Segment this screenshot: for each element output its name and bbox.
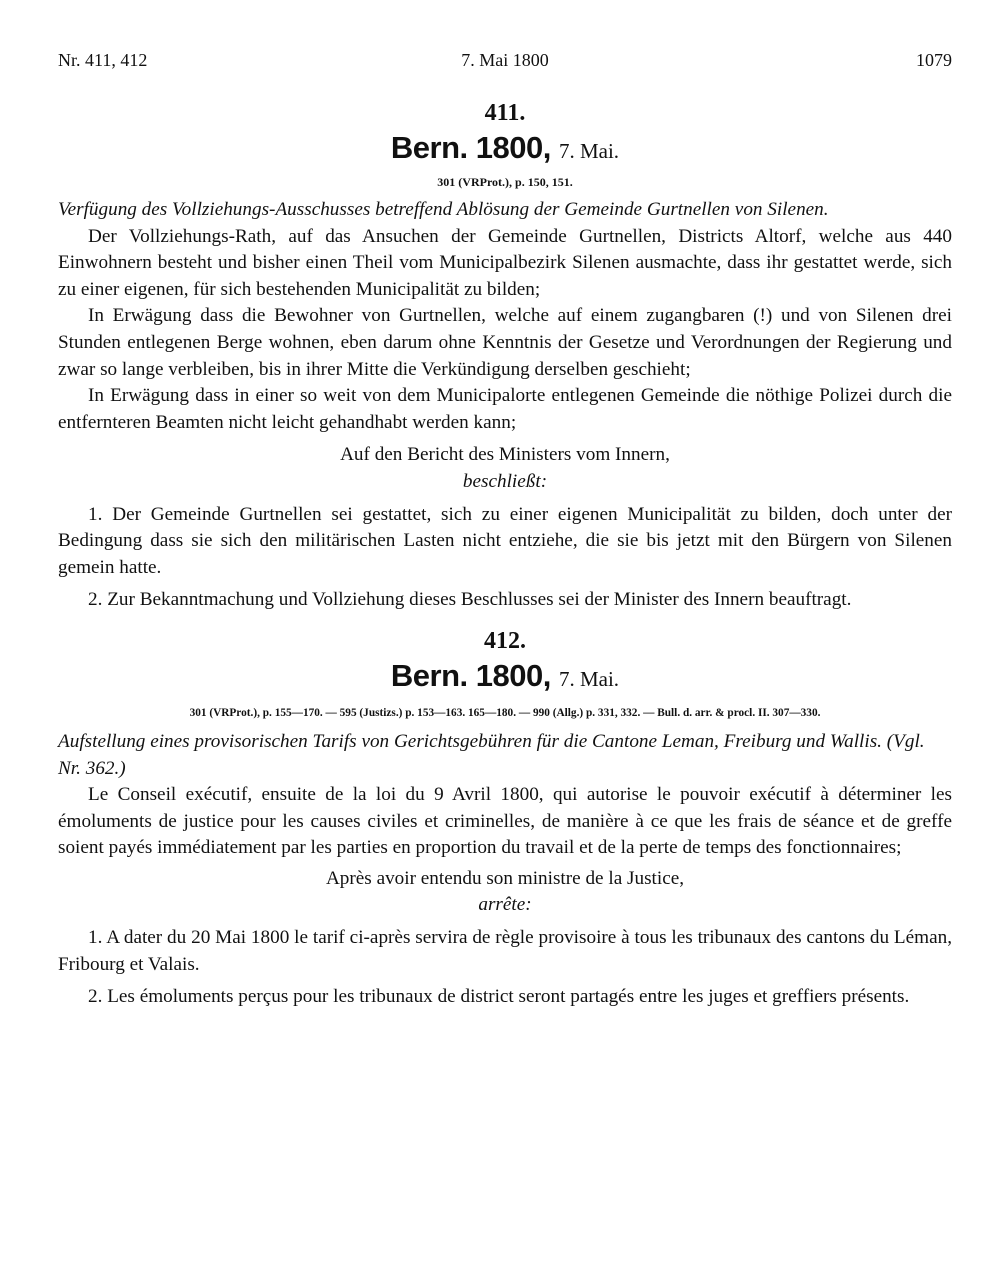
page-number: 1079 (916, 50, 952, 70)
article: 2. Zur Bekanntmachung und Vollziehung dieses Beschlusses sei der Minister des Innern beauftragt. (88, 589, 852, 611)
article: 2. Les émoluments perçus pour les tribunaux de district seront partagés entre les juges et greffiers présents. (88, 986, 910, 1008)
source-references: 301 (VRProt.), p. 155—170. — 595 (Justizs.) p. 153—163. 165—180. — 990 (Allg.) p. 331, 332. — Bull. d. arr. & procl. II. 307—330. (189, 706, 821, 719)
doc-number: 411. (484, 100, 526, 126)
report-line: Après avoir entendu son ministre de la Justice, (325, 867, 685, 889)
doc-place-year (58, 128, 952, 171)
paragraph: In Erwägung dass in einer so weit von dem Municipalorte entlegenen Gemeinde die nöthige Polizei durch die entfernteren Beamten nicht leicht gehandhabt werden kann; (58, 385, 952, 433)
paragraph: Le Conseil exécutif, ensuite de la loi du 9 Avril 1800, qui autorise le pouvoir exécutif à déterminer les émoluments de justice pour les causes civiles et criminelles, de manière à ce que les frais de séance et de greffe soient payés immédiatement par les parties en proportion du travail et de la perte de temps des fonctionnaires; (58, 784, 952, 859)
document-411 (58, 98, 952, 614)
source-references: 301 (VRProt.), p. 150, 151. (437, 175, 573, 189)
paragraph: In Erwägung dass die Bewohner von Gurtnellen, welche auf einem zugangbaren (!) und von Silenen drei Stunden entlegenen Berge wohnen, eben darum ohne Kenntnis der Gesetze und Verordnungen der Regierung und zwar so lange verbleiben, bis in ihrer Mitte die Verkündigung derselben geschieht; (58, 305, 952, 380)
page-body (58, 98, 952, 1011)
paragraph: Der Vollziehungs-Rath, auf das Ansuchen der Gemeinde Gurtnellen, Districts Altorf, welche aus 440 Einwohnern besteht und bisher einen Theil vom Municipalbezirk Silenen ausmachte, dass ihr gestattet werde, sich zu einer eigenen, für sich bestehenden Municipalität zu bilden; (58, 225, 952, 300)
article: 1. A dater du 20 Mai 1800 le tarif ci-après servira de règle provisoire à tous les tribunaux des cantons du Léman, Fribourg et Valais. (58, 927, 952, 975)
doc-place-year (58, 656, 952, 699)
place-year: Bern. 1800, (390, 657, 551, 693)
resolution-word: arrête: (478, 894, 532, 916)
running-header (58, 50, 952, 76)
resolution-word: beschließt: (462, 470, 548, 492)
doc-heading: Verfügung des Vollziehungs-Ausschusses betreffend Ablösung der Gemeinde Gurtnellen von Silenen. (58, 199, 829, 220)
document-412 (58, 626, 952, 1011)
doc-date: 7. Mai. (558, 139, 620, 163)
doc-date: 7. Mai. (558, 666, 620, 691)
doc-heading: Aufstellung eines provisorischen Tarifs von Gerichtsgebühren für die Cantone Leman, Freiburg und Wallis. (Vgl. Nr. 362.) (58, 730, 925, 779)
place-year: Bern. 1800, (390, 130, 551, 165)
doc-number: 412. (484, 627, 526, 654)
report-line: Auf den Bericht des Ministers vom Innern, (340, 444, 670, 466)
article: 1. Der Gemeinde Gurtnellen sei gestattet, sich zu einer eigenen Municipalität zu bilden, doch unter der Bedingung dass sie sich den militärischen Lasten nicht entziehe, die sie bis jetzt mit den Bürgern von Silenen gemein hatte. (58, 503, 952, 578)
header-date: 7. Mai 1800 (461, 50, 549, 70)
header-doc-numbers: Nr. 411, 412 (58, 50, 148, 70)
